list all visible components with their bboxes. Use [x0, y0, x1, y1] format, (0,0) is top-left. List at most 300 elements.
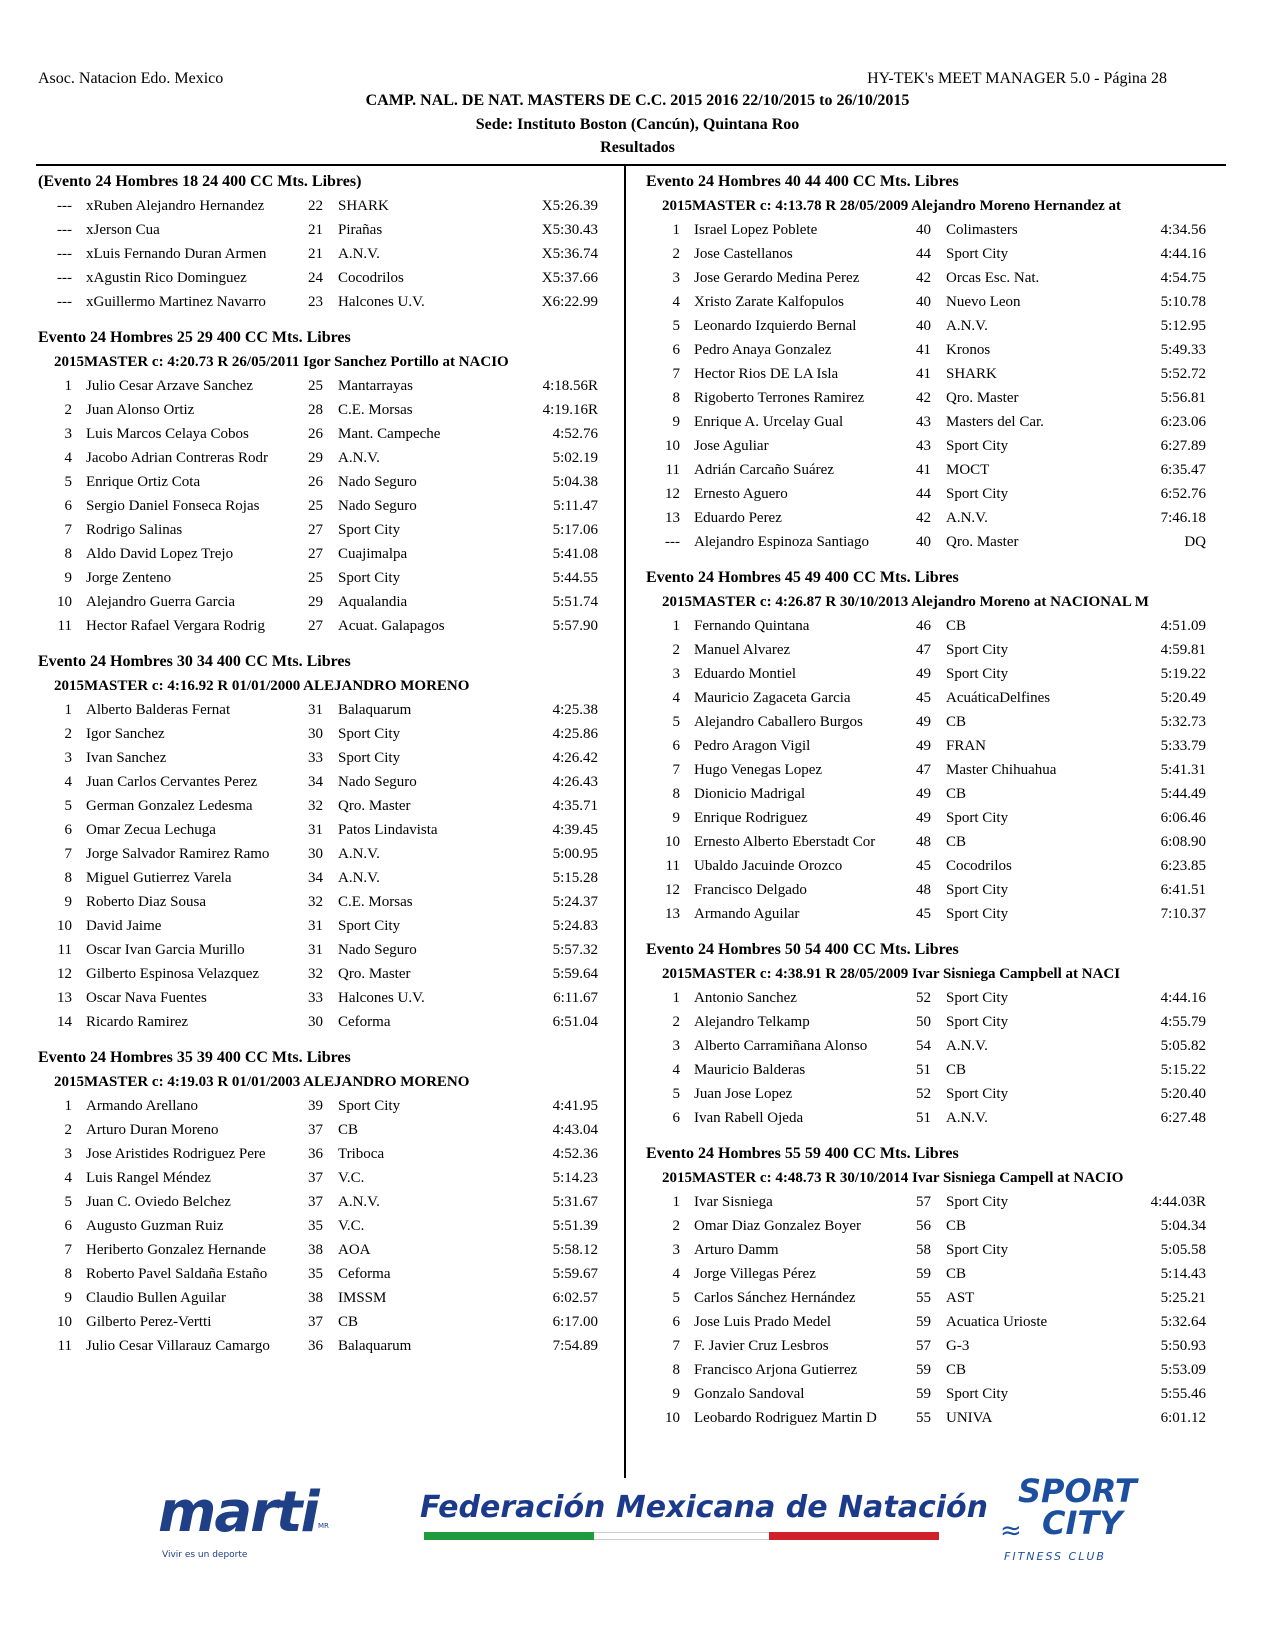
place: 9	[672, 414, 680, 430]
place: 10	[665, 834, 680, 850]
sportcity-word-sport: SPORT	[1018, 1472, 1137, 1510]
result-row	[646, 1058, 1226, 1082]
team: A.N.V.	[338, 846, 380, 862]
place: 8	[672, 390, 680, 406]
time: 6:35.47	[1160, 462, 1206, 478]
event-record: 2015MASTER c: 4:16.92 R 01/01/2000 ALEJANDRO MORENO	[54, 678, 470, 694]
federacion-logo: Federación Mexicana de Natación	[420, 1490, 988, 1525]
age: 57	[916, 1338, 931, 1354]
result-row	[38, 494, 598, 518]
team: Nado Seguro	[338, 498, 417, 514]
time: 4:54.75	[1160, 270, 1206, 286]
result-row	[646, 1190, 1226, 1214]
place: 12	[665, 486, 680, 502]
team: V.C.	[338, 1218, 365, 1234]
team: Nado Seguro	[338, 474, 417, 490]
event-title: Evento 24 Hombres 35 39 400 CC Mts. Libres	[38, 1049, 351, 1066]
age: 51	[916, 1062, 931, 1078]
team: Nuevo Leon	[946, 294, 1021, 310]
place: 8	[64, 546, 72, 562]
age: 28	[308, 402, 323, 418]
time: 5:57.32	[552, 942, 598, 958]
result-row	[38, 1118, 598, 1142]
place: 5	[64, 474, 72, 490]
age: 31	[308, 822, 323, 838]
place: 11	[665, 462, 680, 478]
place: 2	[672, 1014, 680, 1030]
team: Masters del Car.	[946, 414, 1044, 430]
place: 1	[672, 618, 680, 634]
age: 36	[308, 1146, 323, 1162]
team: MOCT	[946, 462, 990, 478]
place: 5	[672, 714, 680, 730]
swimmer-name: Juan Carlos Cervantes Perez	[86, 774, 258, 790]
team: Sport City	[338, 570, 401, 586]
place: 4	[64, 774, 72, 790]
team: Master Chihuahua	[946, 762, 1057, 778]
place: 14	[57, 1014, 72, 1030]
team: Sport City	[946, 1086, 1009, 1102]
result-row	[38, 1262, 598, 1286]
result-row	[38, 818, 598, 842]
place: 6	[64, 1218, 72, 1234]
result-row	[38, 1142, 598, 1166]
time: 6:27.48	[1160, 1110, 1206, 1126]
swimmer-name: Arturo Damm	[694, 1242, 779, 1258]
team: Sport City	[338, 1098, 401, 1114]
place: 3	[672, 1242, 680, 1258]
header-rule	[36, 164, 1226, 166]
place: 2	[64, 402, 72, 418]
result-row	[38, 266, 598, 290]
age: 31	[308, 918, 323, 934]
event-title: Evento 24 Hombres 45 49 400 CC Mts. Libres	[646, 569, 959, 586]
swimmer-name: Eduardo Montiel	[694, 666, 797, 682]
swimmer-name: Omar Diaz Gonzalez Boyer	[694, 1218, 862, 1234]
team: Halcones U.V.	[338, 990, 425, 1006]
time: 4:26.43	[552, 774, 598, 790]
event-title: Evento 24 Hombres 30 34 400 CC Mts. Libres	[38, 653, 351, 670]
age: 46	[916, 618, 931, 634]
place: 1	[64, 1098, 72, 1114]
swimmer-name: Adrián Carcaño Suárez	[694, 462, 834, 478]
time: 5:24.37	[552, 894, 598, 910]
time: 4:18.56R	[542, 378, 598, 394]
swimmer-name: Igor Sanchez	[86, 726, 165, 742]
time: 5:50.93	[1160, 1338, 1206, 1354]
team: V.C.	[338, 1170, 365, 1186]
team: Sport City	[946, 246, 1009, 262]
age: 59	[916, 1362, 931, 1378]
age: 33	[308, 990, 323, 1006]
team: Sport City	[946, 810, 1009, 826]
swimmer-name: Juan Jose Lopez	[694, 1086, 793, 1102]
place: 4	[64, 1170, 72, 1186]
time: 6:41.51	[1160, 882, 1206, 898]
time: 4:52.76	[552, 426, 598, 442]
place: 10	[665, 1410, 680, 1426]
place: 6	[64, 822, 72, 838]
swimmer-name: Roberto Pavel Saldaña Estaño	[86, 1266, 268, 1282]
place: 13	[665, 510, 680, 526]
team: Qro. Master	[338, 798, 411, 814]
result-row	[646, 1238, 1226, 1262]
age: 48	[916, 882, 931, 898]
time: 5:24.83	[552, 918, 598, 934]
time: 5:15.22	[1160, 1062, 1206, 1078]
age: 59	[916, 1314, 931, 1330]
team: Sport City	[946, 1242, 1009, 1258]
age: 30	[308, 726, 323, 742]
age: 42	[916, 270, 931, 286]
result-row	[38, 842, 598, 866]
result-row	[646, 830, 1226, 854]
result-row	[646, 1082, 1226, 1106]
age: 25	[308, 378, 323, 394]
age: 30	[308, 1014, 323, 1030]
column-divider	[624, 166, 626, 1478]
result-row	[646, 506, 1226, 530]
team: Kronos	[946, 342, 991, 358]
place: 10	[57, 594, 72, 610]
age: 49	[916, 786, 931, 802]
team: Cocodrilos	[338, 270, 404, 286]
wave-icon: ≈	[1000, 1516, 1022, 1546]
result-row	[38, 518, 598, 542]
age: 49	[916, 714, 931, 730]
place: 2	[64, 1122, 72, 1138]
time: 6:08.90	[1160, 834, 1206, 850]
swimmer-name: Ernesto Alberto Eberstadt Cor	[694, 834, 876, 850]
swimmer-name: David Jaime	[86, 918, 162, 934]
place: 7	[672, 366, 680, 382]
result-row	[38, 866, 598, 890]
swimmer-name: Jose Gerardo Medina Perez	[694, 270, 860, 286]
team: CB	[946, 618, 967, 634]
result-row	[646, 386, 1226, 410]
result-row	[646, 1358, 1226, 1382]
place: 3	[672, 1038, 680, 1054]
federacion-color-bar	[424, 1532, 939, 1540]
time: 5:12.95	[1160, 318, 1206, 334]
swimmer-name: Claudio Bullen Aguilar	[86, 1290, 226, 1306]
swimmer-name: Luis Marcos Celaya Cobos	[86, 426, 249, 442]
age: 39	[308, 1098, 323, 1114]
age: 21	[308, 246, 323, 262]
place: 4	[672, 690, 680, 706]
team: Qro. Master	[338, 966, 411, 982]
swimmer-name: Rigoberto Terrones Ramirez	[694, 390, 865, 406]
place: ---	[57, 222, 72, 238]
place: 9	[672, 1386, 680, 1402]
age: 29	[308, 450, 323, 466]
swimmer-name: xGuillermo Martinez Navarro	[86, 294, 266, 310]
event-title: Evento 24 Hombres 55 59 400 CC Mts. Libres	[646, 1145, 959, 1162]
team: UNIVA	[946, 1410, 993, 1426]
result-row	[38, 1094, 598, 1118]
result-row	[646, 218, 1226, 242]
team: Pirañas	[338, 222, 383, 238]
results-heading: Resultados	[600, 139, 675, 156]
age: 24	[308, 270, 323, 286]
team: A.N.V.	[946, 1110, 988, 1126]
team: A.N.V.	[338, 870, 380, 886]
time: X5:26.39	[541, 198, 598, 214]
team: Orcas Esc. Nat.	[946, 270, 1040, 286]
result-row	[646, 986, 1226, 1010]
age: 47	[916, 762, 931, 778]
swimmer-name: Rodrigo Salinas	[86, 522, 183, 538]
place: 10	[665, 438, 680, 454]
place: ---	[665, 534, 680, 550]
swimmer-name: Pedro Anaya Gonzalez	[694, 342, 832, 358]
time: X5:30.43	[541, 222, 598, 238]
time: 6:17.00	[552, 1314, 598, 1330]
team: C.E. Morsas	[338, 894, 413, 910]
result-row	[38, 1334, 598, 1358]
swimmer-name: Jorge Villegas Pérez	[694, 1266, 816, 1282]
age: 23	[308, 294, 323, 310]
result-row	[38, 986, 598, 1010]
swimmer-name: Mauricio Balderas	[694, 1062, 806, 1078]
place: 10	[57, 918, 72, 934]
event-block	[38, 650, 598, 1034]
swimmer-name: Pedro Aragon Vigil	[694, 738, 811, 754]
team: A.N.V.	[338, 1194, 380, 1210]
swimmer-name: Alejandro Guerra Garcia	[86, 594, 236, 610]
age: 26	[308, 426, 323, 442]
time: 5:59.67	[552, 1266, 598, 1282]
bar-red	[769, 1532, 939, 1540]
place: 3	[64, 750, 72, 766]
swimmer-name: Alberto Balderas Fernat	[86, 702, 231, 718]
age: 34	[308, 870, 323, 886]
place: 5	[672, 1290, 680, 1306]
place: 8	[64, 1266, 72, 1282]
swimmer-name: Jose Luis Prado Medel	[694, 1314, 832, 1330]
result-row	[38, 1166, 598, 1190]
swimmer-name: Leobardo Rodriguez Martin D	[694, 1410, 877, 1426]
time: 5:51.39	[552, 1218, 598, 1234]
place: 9	[64, 570, 72, 586]
age: 38	[308, 1242, 323, 1258]
place: 1	[672, 1194, 680, 1210]
sportcity-word-city: CITY	[1042, 1504, 1123, 1542]
place: 6	[672, 738, 680, 754]
result-row	[38, 194, 598, 218]
result-row	[646, 806, 1226, 830]
age: 56	[916, 1218, 931, 1234]
swimmer-name: Juan C. Oviedo Belchez	[86, 1194, 231, 1210]
event-block	[38, 326, 598, 638]
result-row	[646, 1286, 1226, 1310]
right-column	[646, 170, 1226, 1442]
swimmer-name: Mauricio Zagaceta Garcia	[694, 690, 851, 706]
time: 4:39.45	[552, 822, 598, 838]
swimmer-name: Manuel Alvarez	[694, 642, 791, 658]
time: 5:55.46	[1160, 1386, 1206, 1402]
time: DQ	[1184, 534, 1206, 550]
sportcity-fitness-club: FITNESS CLUB	[1004, 1550, 1106, 1563]
place: 2	[672, 246, 680, 262]
time: 6:23.06	[1160, 414, 1206, 430]
sportcity-logo	[1000, 1472, 1140, 1572]
result-row	[646, 1262, 1226, 1286]
place: 11	[57, 1338, 72, 1354]
place: 4	[672, 1266, 680, 1282]
result-row	[38, 470, 598, 494]
time: 5:25.21	[1160, 1290, 1206, 1306]
place: 12	[57, 966, 72, 982]
place: 6	[672, 1314, 680, 1330]
bar-green	[424, 1532, 594, 1540]
age: 36	[308, 1338, 323, 1354]
place: 11	[57, 618, 72, 634]
place: 7	[672, 762, 680, 778]
age: 49	[916, 810, 931, 826]
team: Acuatica Urioste	[946, 1314, 1048, 1330]
age: 55	[916, 1410, 931, 1426]
place: 7	[64, 522, 72, 538]
event-title: Evento 24 Hombres 25 29 400 CC Mts. Libres	[38, 329, 351, 346]
age: 29	[308, 594, 323, 610]
age: 33	[308, 750, 323, 766]
place: 9	[64, 894, 72, 910]
swimmer-name: Carlos Sánchez Hernández	[694, 1290, 856, 1306]
swimmer-name: F. Javier Cruz Lesbros	[694, 1338, 829, 1354]
swimmer-name: Aldo David Lopez Trejo	[86, 546, 234, 562]
place: 7	[672, 1338, 680, 1354]
place: ---	[57, 294, 72, 310]
time: 7:46.18	[1160, 510, 1206, 526]
swimmer-name: Enrique Rodriguez	[694, 810, 808, 826]
team: CB	[946, 1266, 967, 1282]
time: 4:34.56	[1160, 222, 1206, 238]
result-row	[646, 1010, 1226, 1034]
result-row	[646, 314, 1226, 338]
swimmer-name: Heriberto Gonzalez Hernande	[86, 1242, 266, 1258]
age: 45	[916, 858, 931, 874]
team: FRAN	[946, 738, 987, 754]
team: CB	[338, 1122, 359, 1138]
age: 30	[308, 846, 323, 862]
place: 8	[672, 786, 680, 802]
event-title: (Evento 24 Hombres 18 24 400 CC Mts. Libres)	[38, 173, 362, 190]
swimmer-name: Ernesto Aguero	[694, 486, 788, 502]
event-record: 2015MASTER c: 4:38.91 R 28/05/2009 Ivar Sisniega Campbell at NACI	[662, 966, 1121, 982]
time: 5:19.22	[1160, 666, 1206, 682]
team: Ceforma	[338, 1266, 391, 1282]
place: ---	[57, 198, 72, 214]
team: Cuajimalpa	[338, 546, 408, 562]
swimmer-name: Arturo Duran Moreno	[86, 1122, 219, 1138]
swimmer-name: Gilberto Perez-Vertti	[86, 1314, 212, 1330]
team: Qro. Master	[946, 390, 1019, 406]
swimmer-name: Miguel Gutierrez Varela	[86, 870, 232, 886]
time: 5:10.78	[1160, 294, 1206, 310]
result-row	[646, 686, 1226, 710]
result-row	[646, 878, 1226, 902]
team: A.N.V.	[338, 450, 380, 466]
place: 11	[57, 942, 72, 958]
team: Balaquarum	[338, 702, 412, 718]
result-row	[38, 890, 598, 914]
time: 5:14.43	[1160, 1266, 1206, 1282]
result-row	[646, 662, 1226, 686]
place: 9	[64, 1290, 72, 1306]
age: 42	[916, 510, 931, 526]
swimmer-name: Omar Zecua Lechuga	[86, 822, 216, 838]
result-row	[646, 1334, 1226, 1358]
age: 35	[308, 1218, 323, 1234]
team: Balaquarum	[338, 1338, 412, 1354]
age: 37	[308, 1194, 323, 1210]
swimmer-name: Antonio Sanchez	[694, 990, 797, 1006]
age: 32	[308, 798, 323, 814]
age: 45	[916, 906, 931, 922]
time: 6:27.89	[1160, 438, 1206, 454]
time: 4:26.42	[552, 750, 598, 766]
age: 57	[916, 1194, 931, 1210]
result-row	[38, 1190, 598, 1214]
time: 4:25.38	[552, 702, 598, 718]
swimmer-name: Dionicio Madrigal	[694, 786, 806, 802]
swimmer-name: Jorge Zenteno	[86, 570, 172, 586]
swimmer-name: Augusto Guzman Ruiz	[86, 1218, 224, 1234]
team: Sport City	[946, 906, 1009, 922]
time: 4:44.16	[1160, 246, 1206, 262]
header-association: Asoc. Natacion Edo. Mexico	[38, 70, 224, 87]
time: 5:05.58	[1160, 1242, 1206, 1258]
time: 5:00.95	[552, 846, 598, 862]
result-row	[646, 458, 1226, 482]
place: 1	[672, 222, 680, 238]
team: Nado Seguro	[338, 942, 417, 958]
result-row	[38, 218, 598, 242]
result-row	[646, 1310, 1226, 1334]
swimmer-name: Julio Cesar Arzave Sanchez	[86, 378, 254, 394]
bar-white	[594, 1532, 769, 1540]
time: 5:44.49	[1160, 786, 1206, 802]
event-record: 2015MASTER c: 4:13.78 R 28/05/2009 Alejandro Moreno Hernandez at	[662, 198, 1122, 214]
result-row	[38, 542, 598, 566]
swimmer-name: Fernando Quintana	[694, 618, 810, 634]
team: A.N.V.	[946, 1038, 988, 1054]
event-block	[646, 566, 1226, 926]
swimmer-name: Luis Rangel Méndez	[86, 1170, 211, 1186]
swimmer-name: xAgustin Rico Dominguez	[86, 270, 247, 286]
age: 32	[308, 966, 323, 982]
team: Sport City	[338, 750, 401, 766]
team: Ceforma	[338, 1014, 391, 1030]
result-row	[646, 710, 1226, 734]
result-row	[646, 1214, 1226, 1238]
time: 5:56.81	[1160, 390, 1206, 406]
age: 41	[916, 462, 931, 478]
place: 1	[64, 702, 72, 718]
result-row	[38, 794, 598, 818]
team: G-3	[946, 1338, 970, 1354]
age: 41	[916, 366, 931, 382]
time: 4:35.71	[552, 798, 598, 814]
event-block	[646, 1142, 1226, 1430]
result-row	[38, 374, 598, 398]
age: 25	[308, 570, 323, 586]
place: 2	[672, 1218, 680, 1234]
team: Sport City	[338, 726, 401, 742]
team: Sport City	[946, 486, 1009, 502]
swimmer-name: Alejandro Telkamp	[694, 1014, 810, 1030]
